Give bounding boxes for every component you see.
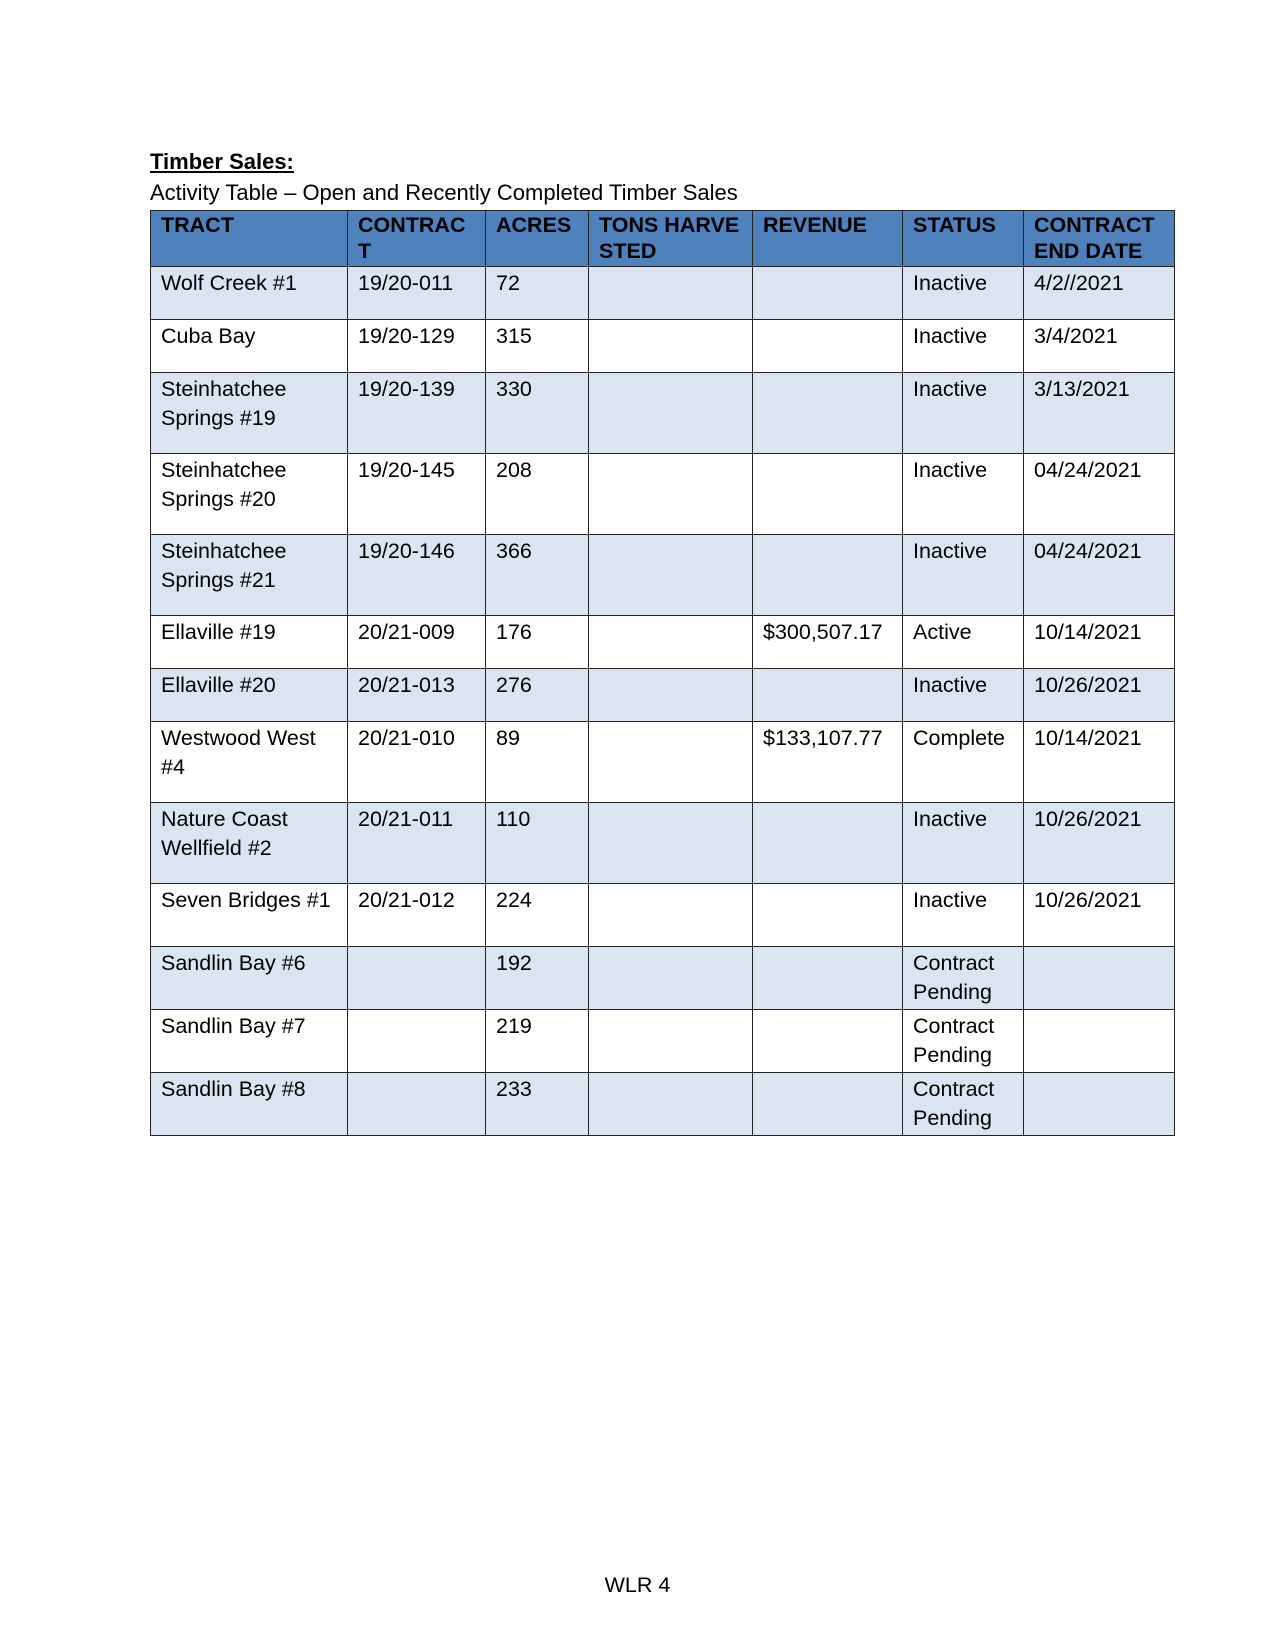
cell-revenue — [753, 535, 903, 616]
cell-tons-harvested — [589, 722, 753, 803]
table-header — [151, 211, 1175, 267]
cell-tons-harvested — [589, 1010, 753, 1073]
table-row — [151, 947, 1175, 1010]
cell-contract-end-date: 3/13/2021 — [1024, 373, 1175, 454]
header-tract: TRACT — [151, 211, 348, 267]
cell-tons-harvested — [589, 267, 753, 320]
cell-revenue — [753, 803, 903, 884]
cell-contract: 20/21-013 — [348, 669, 486, 722]
cell-status: Inactive — [903, 803, 1024, 884]
table-row — [151, 616, 1175, 669]
cell-revenue — [753, 1073, 903, 1136]
cell-revenue — [753, 669, 903, 722]
cell-revenue — [753, 373, 903, 454]
cell-contract-end-date — [1024, 1073, 1175, 1136]
cell-acres: 72 — [486, 267, 589, 320]
page-footer: WLR 4 — [604, 1573, 671, 1597]
cell-contract: 20/21-011 — [348, 803, 486, 884]
cell-tons-harvested — [589, 884, 753, 947]
table-row — [151, 669, 1175, 722]
header-acres: ACRES — [486, 211, 589, 267]
cell-acres: 330 — [486, 373, 589, 454]
cell-contract-end-date: 04/24/2021 — [1024, 454, 1175, 535]
cell-tract: Ellaville #19 — [151, 616, 348, 669]
cell-contract: 19/20-145 — [348, 454, 486, 535]
cell-status: Inactive — [903, 267, 1024, 320]
cell-tons-harvested — [589, 1073, 753, 1136]
cell-contract: 19/20-139 — [348, 373, 486, 454]
cell-revenue — [753, 454, 903, 535]
cell-tract: Seven Bridges #1 — [151, 884, 348, 947]
cell-acres: 315 — [486, 320, 589, 373]
table-row — [151, 1010, 1175, 1073]
cell-revenue: $300,507.17 — [753, 616, 903, 669]
table-row — [151, 454, 1175, 535]
cell-tons-harvested — [589, 535, 753, 616]
table-row — [151, 722, 1175, 803]
cell-revenue: $133,107.77 — [753, 722, 903, 803]
cell-tons-harvested — [589, 320, 753, 373]
header-row — [151, 211, 1175, 267]
cell-acres: 224 — [486, 884, 589, 947]
cell-tons-harvested — [589, 373, 753, 454]
cell-acres: 89 — [486, 722, 589, 803]
cell-acres: 219 — [486, 1010, 589, 1073]
cell-acres: 233 — [486, 1073, 589, 1136]
table-row — [151, 803, 1175, 884]
cell-contract-end-date: 04/24/2021 — [1024, 535, 1175, 616]
cell-contract-end-date: 4/2//2021 — [1024, 267, 1175, 320]
cell-tract: Nature Coast Wellfield #2 — [151, 803, 348, 884]
cell-status: Active — [903, 616, 1024, 669]
cell-status: Inactive — [903, 454, 1024, 535]
cell-status: Contract Pending — [903, 1073, 1024, 1136]
cell-acres: 366 — [486, 535, 589, 616]
cell-tract: Cuba Bay — [151, 320, 348, 373]
cell-contract — [348, 947, 486, 1010]
cell-tract: Steinhatchee Springs #19 — [151, 373, 348, 454]
cell-revenue — [753, 884, 903, 947]
cell-contract — [348, 1073, 486, 1136]
cell-tons-harvested — [589, 803, 753, 884]
cell-tract: Westwood West #4 — [151, 722, 348, 803]
cell-contract: 19/20-011 — [348, 267, 486, 320]
cell-contract-end-date: 10/14/2021 — [1024, 616, 1175, 669]
cell-contract-end-date: 3/4/2021 — [1024, 320, 1175, 373]
cell-status: Inactive — [903, 373, 1024, 454]
cell-tract: Wolf Creek #1 — [151, 267, 348, 320]
cell-acres: 208 — [486, 454, 589, 535]
cell-revenue — [753, 947, 903, 1010]
cell-contract — [348, 1010, 486, 1073]
cell-tons-harvested — [589, 616, 753, 669]
table-row — [151, 884, 1175, 947]
cell-contract: 20/21-012 — [348, 884, 486, 947]
header-tons-harvested: TONS HARVESTED — [589, 211, 753, 267]
table-body — [151, 267, 1175, 1136]
cell-status: Contract Pending — [903, 947, 1024, 1010]
cell-contract-end-date: 10/26/2021 — [1024, 884, 1175, 947]
cell-revenue — [753, 1010, 903, 1073]
cell-status: Inactive — [903, 535, 1024, 616]
cell-tons-harvested — [589, 454, 753, 535]
cell-revenue — [753, 267, 903, 320]
cell-tract: Sandlin Bay #6 — [151, 947, 348, 1010]
table-row — [151, 535, 1175, 616]
cell-tons-harvested — [589, 947, 753, 1010]
cell-acres: 110 — [486, 803, 589, 884]
cell-contract: 20/21-009 — [348, 616, 486, 669]
cell-status: Inactive — [903, 669, 1024, 722]
cell-contract: 20/21-010 — [348, 722, 486, 803]
cell-tract: Steinhatchee Springs #20 — [151, 454, 348, 535]
header-status: STATUS — [903, 211, 1024, 267]
table-row — [151, 1073, 1175, 1136]
header-revenue: REVENUE — [753, 211, 903, 267]
cell-contract-end-date: 10/14/2021 — [1024, 722, 1175, 803]
cell-tract: Steinhatchee Springs #21 — [151, 535, 348, 616]
cell-acres: 192 — [486, 947, 589, 1010]
cell-contract: 19/20-129 — [348, 320, 486, 373]
cell-contract-end-date: 10/26/2021 — [1024, 669, 1175, 722]
cell-revenue — [753, 320, 903, 373]
cell-contract: 19/20-146 — [348, 535, 486, 616]
section-heading: Timber Sales: — [150, 149, 294, 174]
cell-tract: Sandlin Bay #7 — [151, 1010, 348, 1073]
timber-sales-table — [150, 210, 1175, 1136]
cell-status: Contract Pending — [903, 1010, 1024, 1073]
table-row — [151, 320, 1175, 373]
cell-acres: 176 — [486, 616, 589, 669]
cell-status: Inactive — [903, 320, 1024, 373]
cell-status: Complete — [903, 722, 1024, 803]
cell-status: Inactive — [903, 884, 1024, 947]
table-caption: Activity Table – Open and Recently Completed Timber Sales — [150, 180, 738, 205]
cell-tract: Ellaville #20 — [151, 669, 348, 722]
table-row — [151, 373, 1175, 454]
cell-tons-harvested — [589, 669, 753, 722]
cell-contract-end-date: 10/26/2021 — [1024, 803, 1175, 884]
header-contract-end-date: CONTRACT END DATE — [1024, 211, 1175, 267]
cell-contract-end-date — [1024, 947, 1175, 1010]
table-row — [151, 267, 1175, 320]
cell-tract: Sandlin Bay #8 — [151, 1073, 348, 1136]
cell-contract-end-date — [1024, 1010, 1175, 1073]
cell-acres: 276 — [486, 669, 589, 722]
header-contract: CONTRACT — [348, 211, 486, 267]
